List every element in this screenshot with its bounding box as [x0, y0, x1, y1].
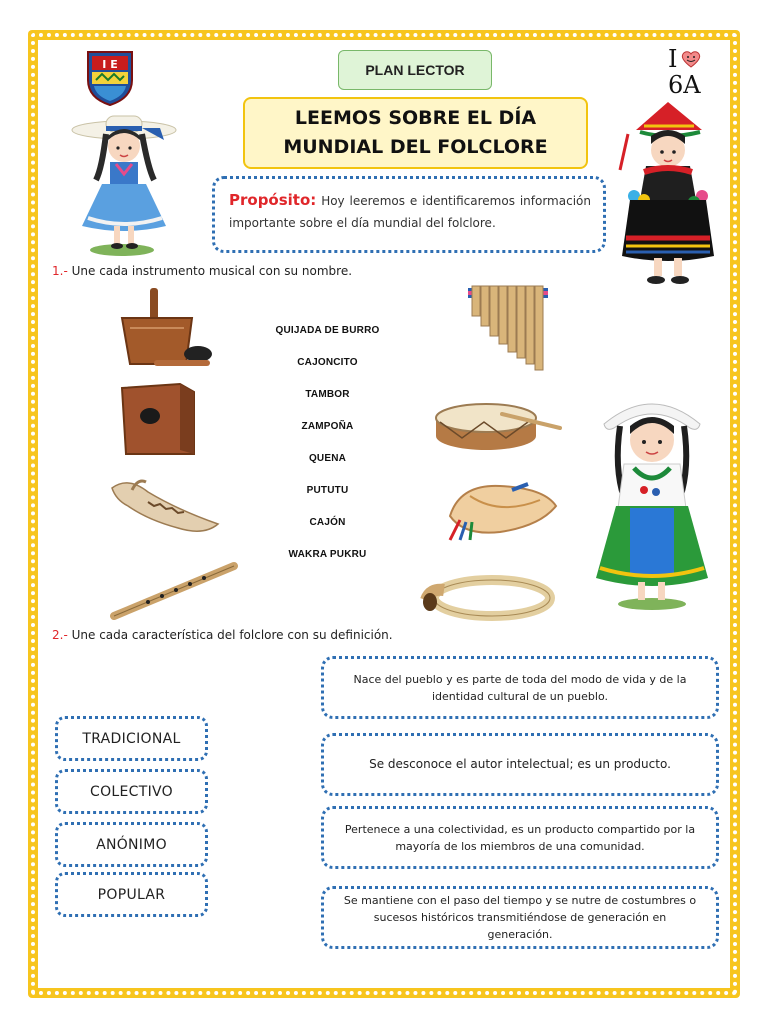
- quena-image: [108, 560, 238, 622]
- question-1: [52, 264, 352, 278]
- question-2-number: 2.-: [52, 628, 68, 642]
- question-1-text: Une cada instrumento musical con su nombre.: [71, 264, 353, 278]
- zampona-image: [464, 282, 554, 370]
- instrument-name: CAJÓN: [309, 517, 346, 528]
- purpose-label: Propósito:: [229, 191, 317, 209]
- instrument-name: CAJONCITO: [297, 357, 358, 368]
- cajon-image: [118, 382, 198, 458]
- definition-box: Nace del pueblo y es parte de toda del modo de vida y de la identidad cultural de un pueblo.: [321, 656, 719, 719]
- heart-smiley-icon: [681, 50, 701, 68]
- quijada-de-burro-image: [108, 474, 224, 540]
- girl-traditional-hat-illustration: [616, 100, 720, 292]
- page-title-line1: LEEMOS SOBRE EL DÍA: [294, 107, 537, 129]
- school-crest-logo: [84, 50, 136, 106]
- girl-blue-dress-illustration: [62, 108, 190, 258]
- instrument-name: QUIJADA DE BURRO: [275, 325, 380, 336]
- instrument-name: QUENA: [308, 453, 347, 464]
- class-logo: [668, 46, 720, 102]
- class-logo-i: I: [668, 45, 678, 73]
- characteristic-box: ANÓNIMO: [55, 822, 208, 867]
- characteristic-box: COLECTIVO: [55, 769, 208, 814]
- definition-box: Se desconoce el autor intelectual; es un producto.: [321, 733, 719, 796]
- question-2: [52, 628, 393, 642]
- plan-lector-badge: PLAN LECTOR: [338, 50, 492, 90]
- question-1-number: 1.-: [52, 264, 68, 278]
- instrument-name: PUTUTU: [306, 485, 349, 496]
- pututu-image: [440, 476, 560, 542]
- class-logo-grade: 6A: [668, 71, 701, 99]
- definition-box: Se mantiene con el paso del tiempo y se nutre de costumbres o sucesos históricos transmitiéndose de generación en generación.: [321, 886, 719, 949]
- instrument-name: TAMBOR: [305, 389, 350, 400]
- purpose-text: Hoy leeremos e identificaremos información importante sobre el día mundial del folclore.: [229, 194, 591, 230]
- purpose-paragraph: [229, 189, 591, 234]
- page-title-line2: MUNDIAL DEL FOLCLORE: [283, 136, 548, 158]
- instrument-name: ZAMPOÑA: [301, 421, 354, 432]
- page-title: [243, 97, 588, 169]
- tambor-image: [432, 398, 564, 454]
- girl-green-skirt-illustration: [594, 388, 716, 612]
- crest-text: I E: [102, 58, 118, 71]
- definition-box: Pertenece a una colectividad, es un producto compartido por la mayoría de los miembros de una comunidad.: [321, 806, 719, 869]
- characteristic-box: POPULAR: [55, 872, 208, 917]
- instrument-name: WAKRA PUKRU: [288, 549, 367, 560]
- question-2-text: Une cada característica del folclore con su definición.: [71, 628, 393, 642]
- purpose-box: [212, 176, 606, 253]
- characteristic-box: TRADICIONAL: [55, 716, 208, 761]
- wakra-pukru-image: [422, 566, 558, 622]
- cajoncito-image: [112, 286, 216, 374]
